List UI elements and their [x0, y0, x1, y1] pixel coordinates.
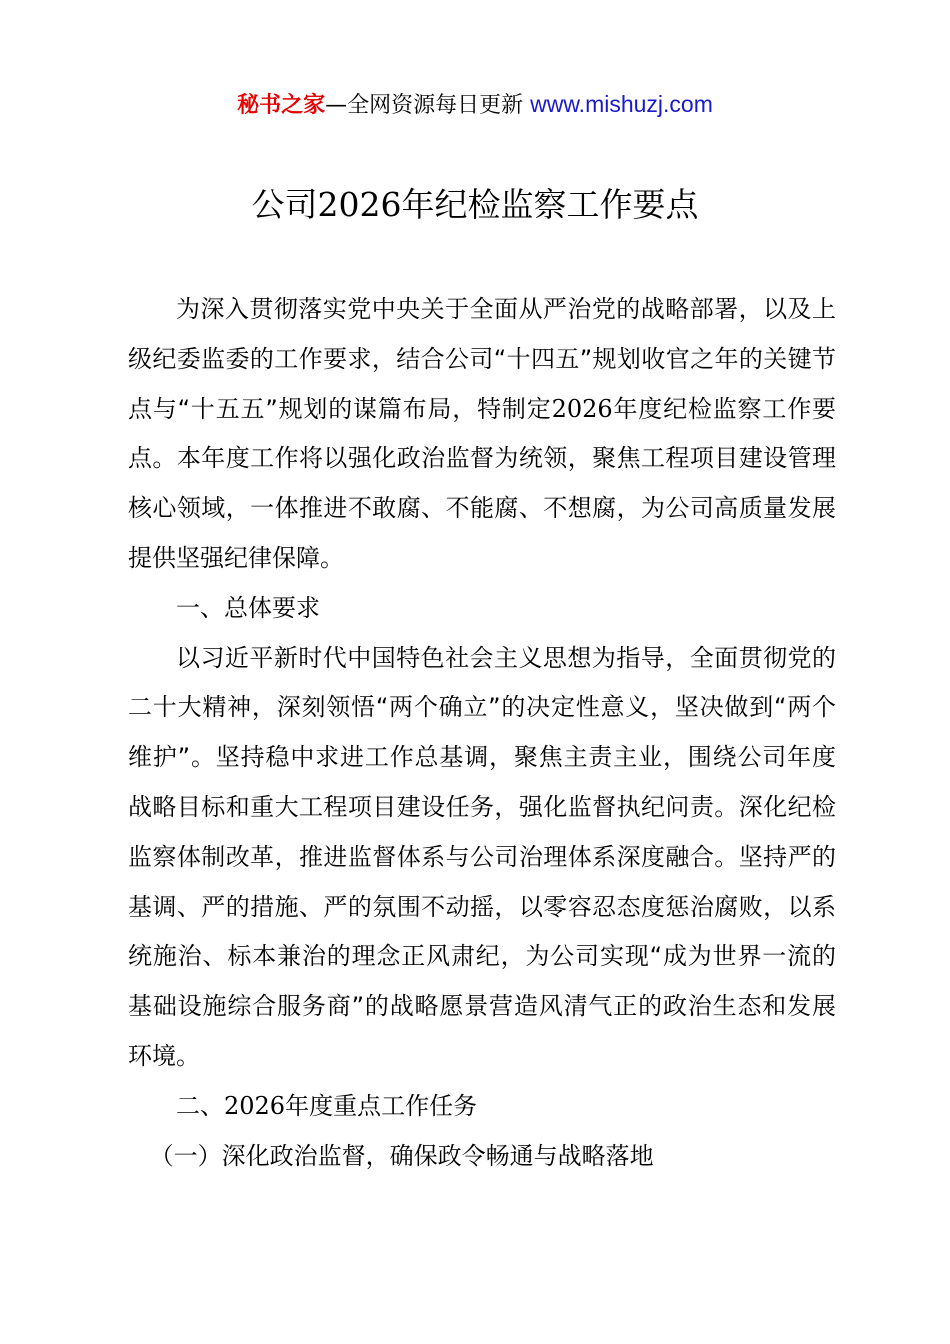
intro-paragraph: 为深入贯彻落实党中央关于全面从严治党的战略部署，以及上级纪委监委的工作要求，结合公司“十四五”规划收官之年的关键节点与“十五五”规划的谋篇布局，特制定2026年度纪检监察工作要点。本年度工作将以强化政治监督为统领，聚焦工程项目建设管理核心领域，一体推进不敢腐、不能腐、不想腐，为公司高质量发展提供坚强纪律保障。 — [128, 295, 837, 572]
section-heading-key-tasks: 二、2026年度重点工作任务 — [176, 1091, 478, 1120]
site-url[interactable]: www.mishuzj.com — [530, 91, 713, 117]
subsection-heading-political-supervision: （一）深化政治监督，确保政令畅通与战略落地 — [149, 1141, 654, 1170]
site-slogan: —全网资源每日更新 — [325, 93, 531, 118]
number-text: 2026 — [224, 1091, 286, 1120]
site-header — [0, 88, 950, 122]
section-heading-general-requirements: 一、总体要求 — [176, 593, 320, 622]
number-text: 2026 — [317, 185, 402, 224]
document-body — [128, 285, 836, 1181]
brand-name: 秘书之家 — [237, 93, 326, 118]
number-text: 2026 — [551, 394, 613, 423]
general-requirements-paragraph: 以习近平新时代中国特色社会主义思想为指导，全面贯彻党的二十大精神，深刻领悟“两个确立”的决定性意义，坚决做到“两个维护”。坚持稳中求进工作总基调，聚焦主责主业，围绕公司年度战略目标和重大工程项目建设任务，强化监督执纪问责。深化纪检监察体制改革，推进监督体系与公司治理体系深度融合。坚持严的基调、严的措施、严的氛围不动摇，以零容忍态度惩治腐败，以系统施治、标本兼治的理念正风肃纪，为公司实现“成为世界一流的基础设施综合服务商”的战略愿景营造风清气正的政治生态和发展环境。 — [128, 643, 836, 1070]
document-title: 公司2026年纪检监察工作要点 — [251, 185, 699, 224]
